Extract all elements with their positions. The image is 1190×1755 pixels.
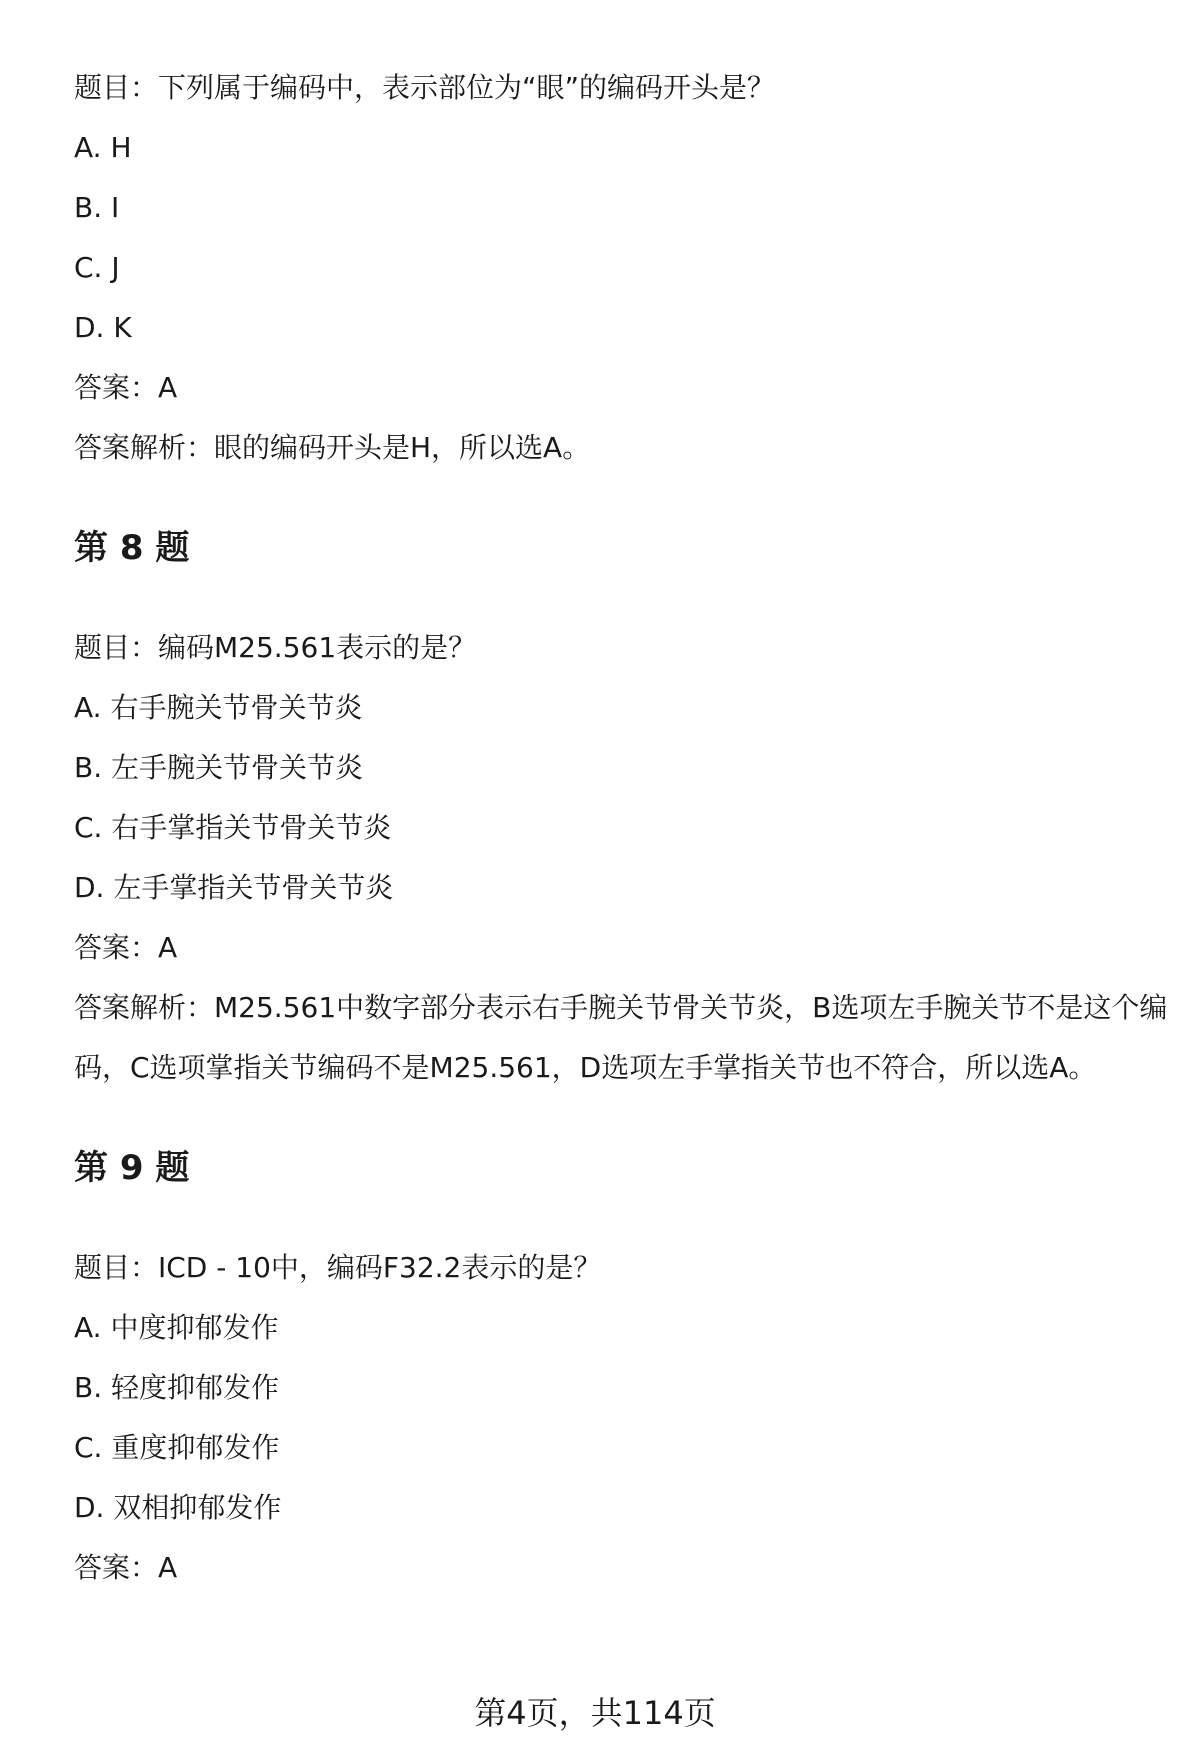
option-c: C. J — [74, 251, 120, 284]
question-block-9 — [74, 1138, 1174, 1598]
question-text: 题目：ICD - 10中，编码F32.2表示的是？ — [74, 1251, 602, 1284]
option-d: D. 双相抑郁发作 — [74, 1491, 282, 1524]
analysis-text: 答案解析：M25.561中数字部分表示右手腕关节骨关节炎，B选项左手腕关节不是这个编码，C选项掌指关节编码不是M25.561，D选项左手掌指关节也不符合，所以选A。 — [74, 991, 1168, 1084]
option-b: B. I — [74, 191, 120, 224]
page-footer: 第4页，共114页 — [474, 1694, 716, 1732]
option-a: A. H — [74, 131, 132, 164]
page-content — [74, 58, 1174, 1598]
answer-text: 答案：A — [74, 371, 178, 404]
option-d: D. K — [74, 311, 132, 344]
option-c: C. 重度抑郁发作 — [74, 1431, 280, 1464]
question-block-8 — [74, 518, 1174, 1098]
option-b: B. 左手腕关节骨关节炎 — [74, 751, 364, 784]
option-a: A. 中度抑郁发作 — [74, 1311, 279, 1344]
option-a: A. 右手腕关节骨关节炎 — [74, 691, 363, 724]
option-c: C. 右手掌指关节骨关节炎 — [74, 811, 392, 844]
question-heading: 第 9 题 — [74, 1148, 190, 1188]
question-text: 题目：编码M25.561表示的是？ — [74, 631, 477, 664]
analysis-text: 答案解析：眼的编码开头是H，所以选A。 — [74, 431, 591, 464]
option-b: B. 轻度抑郁发作 — [74, 1371, 280, 1404]
question-heading: 第 8 题 — [74, 528, 190, 568]
answer-text: 答案：A — [74, 931, 178, 964]
question-text: 题目：下列属于编码中，表示部位为“眼”的编码开头是？ — [74, 71, 776, 104]
question-block-7 — [74, 58, 1174, 478]
answer-text: 答案：A — [74, 1551, 178, 1584]
option-d: D. 左手掌指关节骨关节炎 — [74, 871, 394, 904]
